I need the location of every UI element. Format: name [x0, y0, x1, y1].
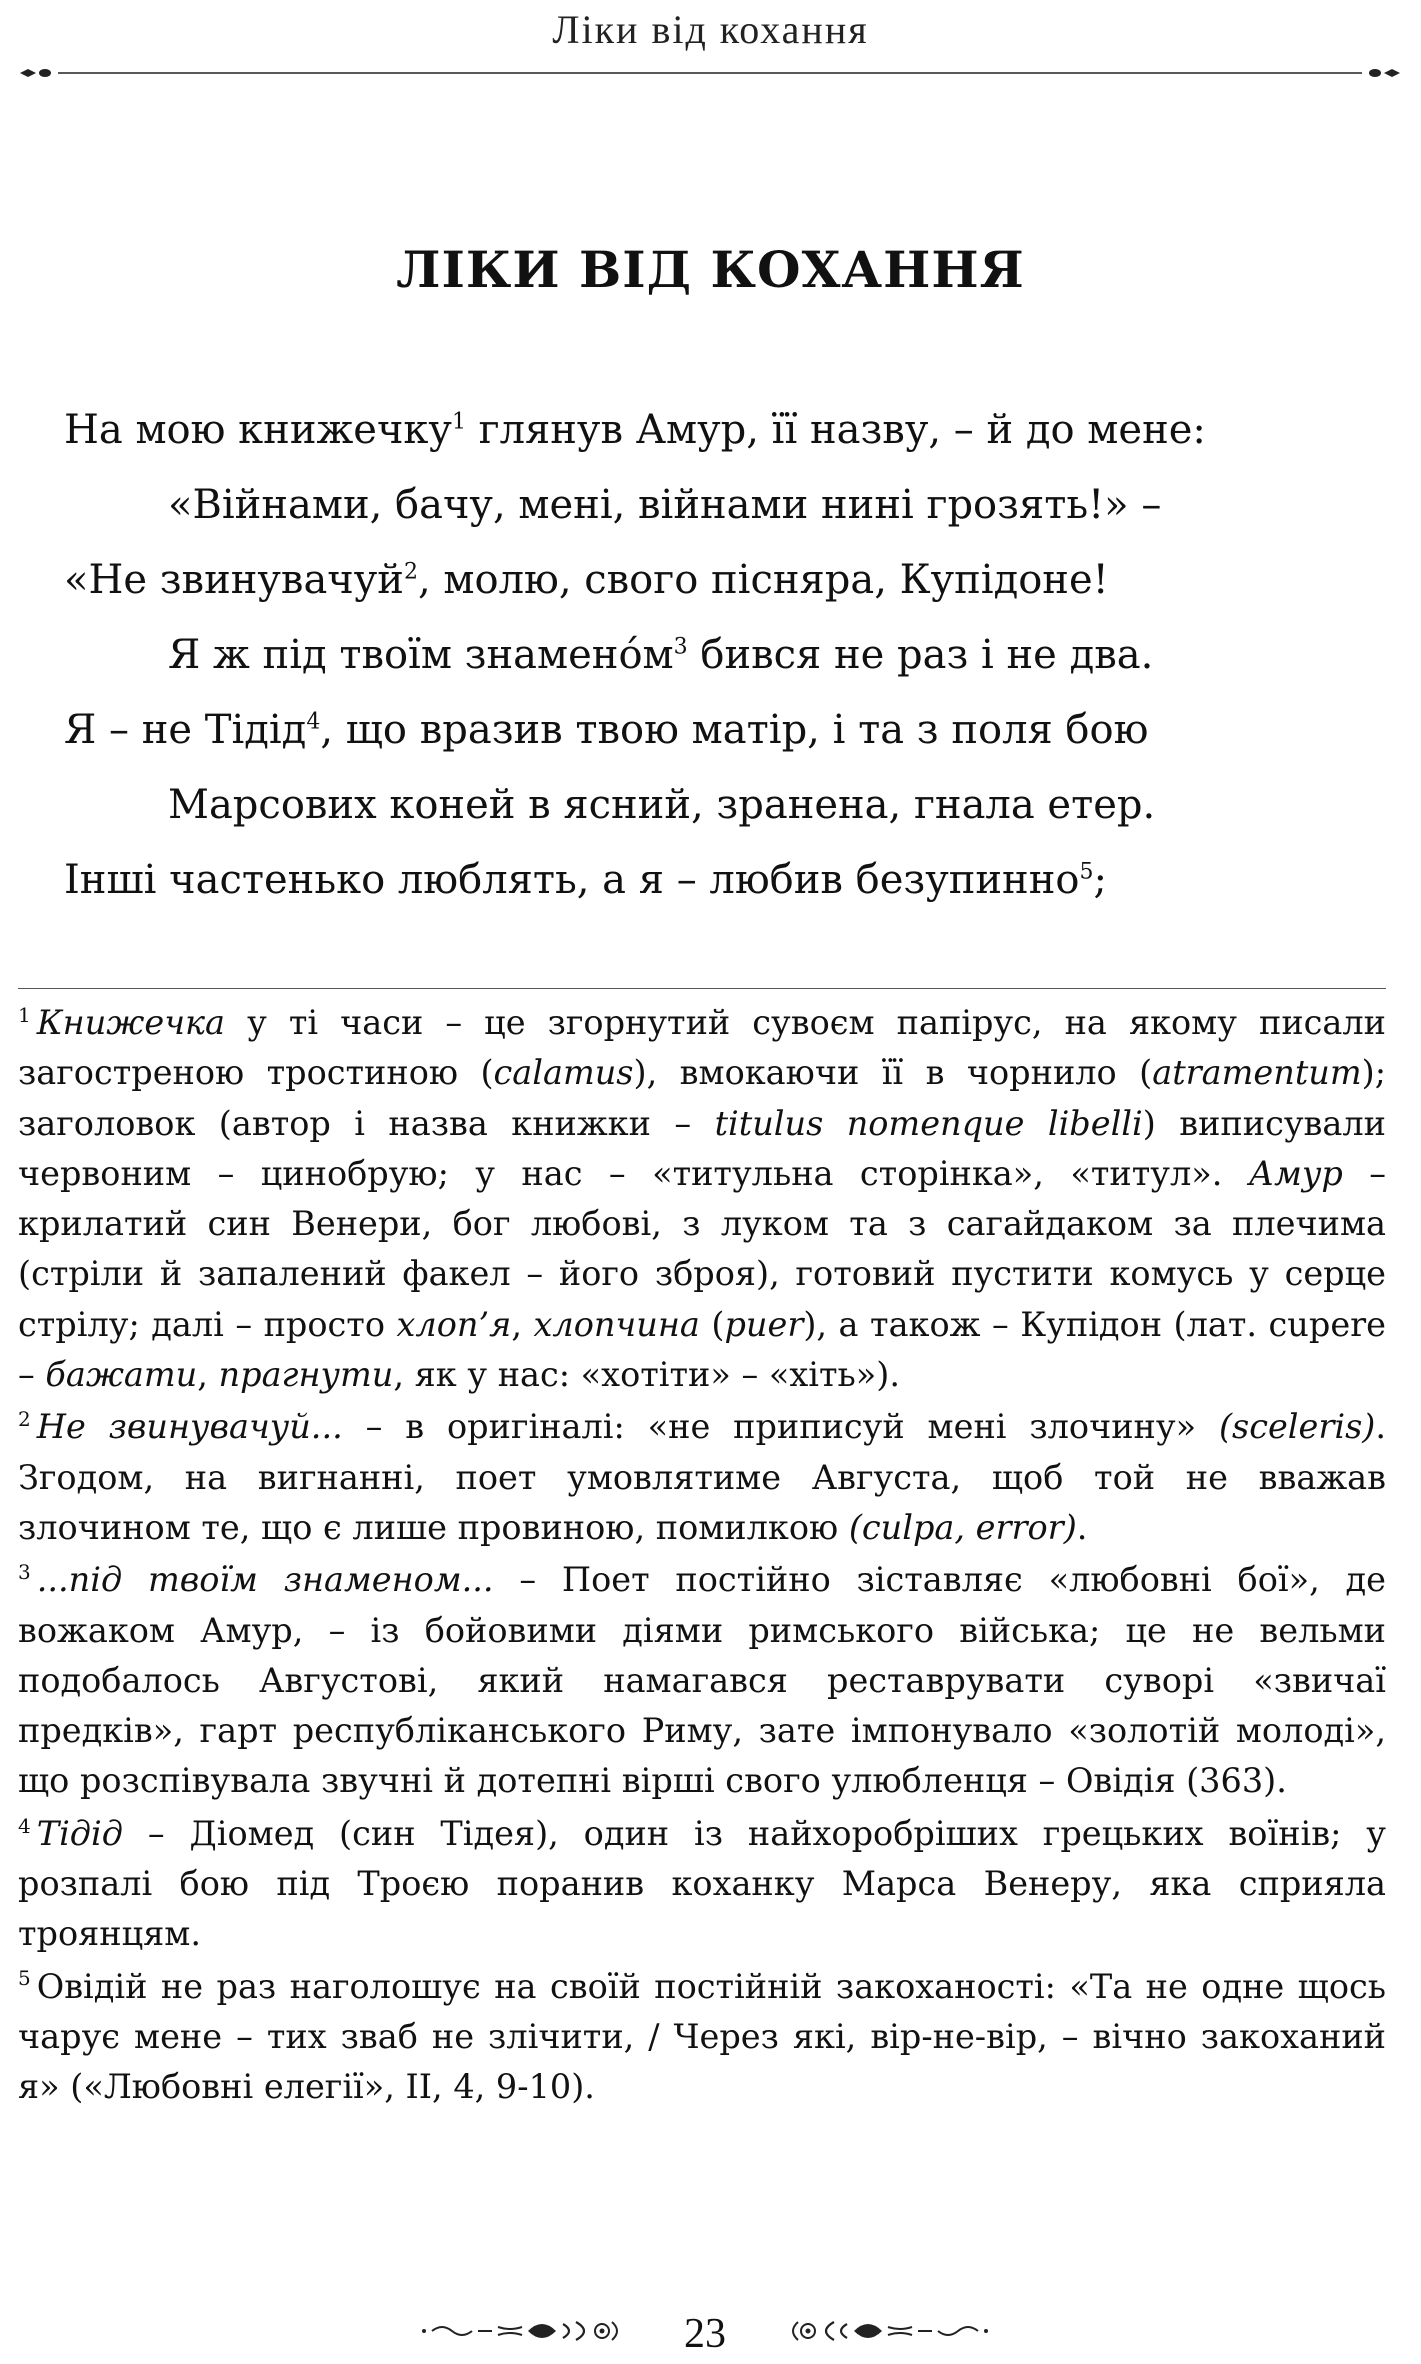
- chapter-title: ЛІКИ ВІД КОХАННЯ: [396, 240, 1025, 299]
- verse-line: [168, 625, 1153, 685]
- footnote-number: 5: [18, 1966, 31, 1991]
- footnote-italic-text: puer: [724, 1304, 804, 1344]
- footer-ornament-right-icon: [782, 2316, 992, 2346]
- verse-text: ;: [1093, 857, 1107, 903]
- footnote-text: Овідій не раз наголошує на своїй постійній закоханості: «Та не одне щось чарує мене – тих зваб не злічити, / Через які, вір-не-вір, – вічно закоханий я» («Любовні елегії», II, 4, 9-10).: [18, 1966, 1386, 2107]
- verse-text: «Не звинувачуй: [64, 557, 404, 603]
- verse-line: [168, 775, 1155, 835]
- page-footer: [0, 2310, 1421, 2356]
- footnote-ref: 1: [451, 409, 466, 435]
- footnote-italic-text: ...під твоїм знаменом...: [36, 1560, 494, 1600]
- footnote-text: – Поет постійно зіставляє «любовні бої», де вожаком Амур, – із бойовими діями римського війська; це не вельми подобалось Августові, який намагався реставрувати суворі «звичаї предків», гарт республіканського Риму, зате імпонувало «золотій молоді», що розспівувала звучні й дотепні вірші свого улюбленця – Овідія (363).: [18, 1560, 1386, 1801]
- footnote-ref: 4: [306, 709, 321, 735]
- verse-text: , що вразив твою матір, і та з поля бою: [320, 707, 1149, 753]
- verse-text: бився не раз і не два.: [687, 632, 1154, 678]
- footnote-1: [18, 998, 1386, 1400]
- footnote-3: [18, 1555, 1386, 1806]
- footnote-number: 4: [18, 1813, 31, 1838]
- footnote-italic-text: прагнути: [218, 1355, 394, 1395]
- footnote-ref: 3: [673, 634, 688, 660]
- footnote-italic-text: Тідід: [36, 1813, 123, 1853]
- footnote-ref: 2: [403, 559, 418, 585]
- verse-text: На мою книжечку: [64, 407, 452, 453]
- footnote-number: 3: [18, 1560, 31, 1585]
- footnote-italic-text: atramentum: [1152, 1053, 1362, 1093]
- footnote-italic-text: titulus nomenque libelli: [714, 1103, 1143, 1143]
- footnote-text: , як у нас: «хотіти» – «хіть»).: [393, 1355, 900, 1395]
- footnote-text: – крилатий син Венери, бог любові, з луком та з сагайдаком за плечима (стріли й запалений факел – його зброя), готовий пустити комусь у серце стрілу; далі – просто: [18, 1153, 1386, 1344]
- footnote-italic-text: хлоп’я: [396, 1304, 512, 1344]
- footnote-number: 2: [18, 1407, 31, 1432]
- footnote-text: ,: [197, 1355, 219, 1395]
- footnote-italic-text: Книжечка: [36, 1003, 226, 1042]
- verse-text: Марсових коней в ясний, зранена, гнала етер.: [168, 782, 1156, 828]
- footnote-text: ,: [511, 1304, 534, 1344]
- footnote-number: 1: [18, 1002, 31, 1027]
- verse-text: Я – не Тідід: [64, 707, 307, 753]
- footnote-text: ); заголовок (автор і назва книжки –: [18, 1053, 1386, 1143]
- footnote-2: [18, 1402, 1386, 1553]
- footnote-text: .: [1076, 1507, 1088, 1547]
- footnote-italic-text: бажати: [45, 1355, 198, 1395]
- footnote-italic-text: (sceleris): [1218, 1407, 1376, 1447]
- footer-ornament-left-icon: [418, 2316, 628, 2346]
- verse-text: Я ж під твоїм знаменóм: [168, 632, 674, 678]
- page-number: 23: [684, 2311, 726, 2357]
- running-header: Ліки від кохання: [552, 7, 869, 52]
- footnote-italic-text: calamus: [493, 1053, 634, 1093]
- footnotes: [18, 998, 1386, 2115]
- footnote-text: . Згодом, на вигнанні, поет умовлятиме Августа, щоб той не вважав злочином те, що є лише провиною, помилкою: [18, 1407, 1386, 1547]
- footnote-italic-text: Не звинувачуй...: [36, 1407, 343, 1447]
- footnote-text: (: [699, 1304, 725, 1344]
- footnote-italic-text: хлопчина: [533, 1304, 700, 1344]
- verse-text: , молю, свого пісняра, Купідоне!: [417, 557, 1109, 603]
- verse-line: [64, 400, 1206, 460]
- verse-line: [64, 700, 1148, 760]
- footnote-text: – в оригіналі: «не приписуй мені злочину»: [342, 1407, 1219, 1447]
- footnote-text: ), вмокаючи її в чорнило (: [633, 1053, 1153, 1093]
- footnote-italic-text: (culpa, error): [848, 1507, 1077, 1547]
- footnote-italic-text: Амур: [1248, 1153, 1343, 1193]
- verse-text: «Війнами, бачу, мені, війнами нині грозять!» –: [168, 482, 1162, 528]
- header-ornament-rule: [18, 58, 1402, 88]
- footnote-text: ), а також – Купідон (лат. cupere –: [18, 1304, 1386, 1395]
- footnote-ref: 5: [1079, 859, 1094, 885]
- footnote-text: у ті часи – це згорнутий сувоєм папірус, на якому писали загостреною тростиною (: [18, 1003, 1386, 1093]
- verse-line: [64, 550, 1109, 610]
- verse-text: Інші частенько люблять, а я – любив безупинно: [64, 857, 1080, 903]
- verse-text: глянув Амур, її назву, – й до мене:: [465, 407, 1206, 453]
- footnote-text: ) виписували червоним – цинобрую; у нас – «титульна сторінка», «титул».: [18, 1103, 1386, 1193]
- footnote-text: – Діомед (син Тідея), один із найхоробріших грецьких воїнів; у розпалі бою під Троєю поранив коханку Марса Венеру, яка сприяла троянцям.: [18, 1813, 1386, 1954]
- footnote-4: [18, 1809, 1386, 1960]
- footnote-separator: [18, 988, 1386, 989]
- verse-line: [168, 475, 1161, 535]
- verse-line: [64, 850, 1107, 910]
- footnote-5: [18, 1962, 1386, 2113]
